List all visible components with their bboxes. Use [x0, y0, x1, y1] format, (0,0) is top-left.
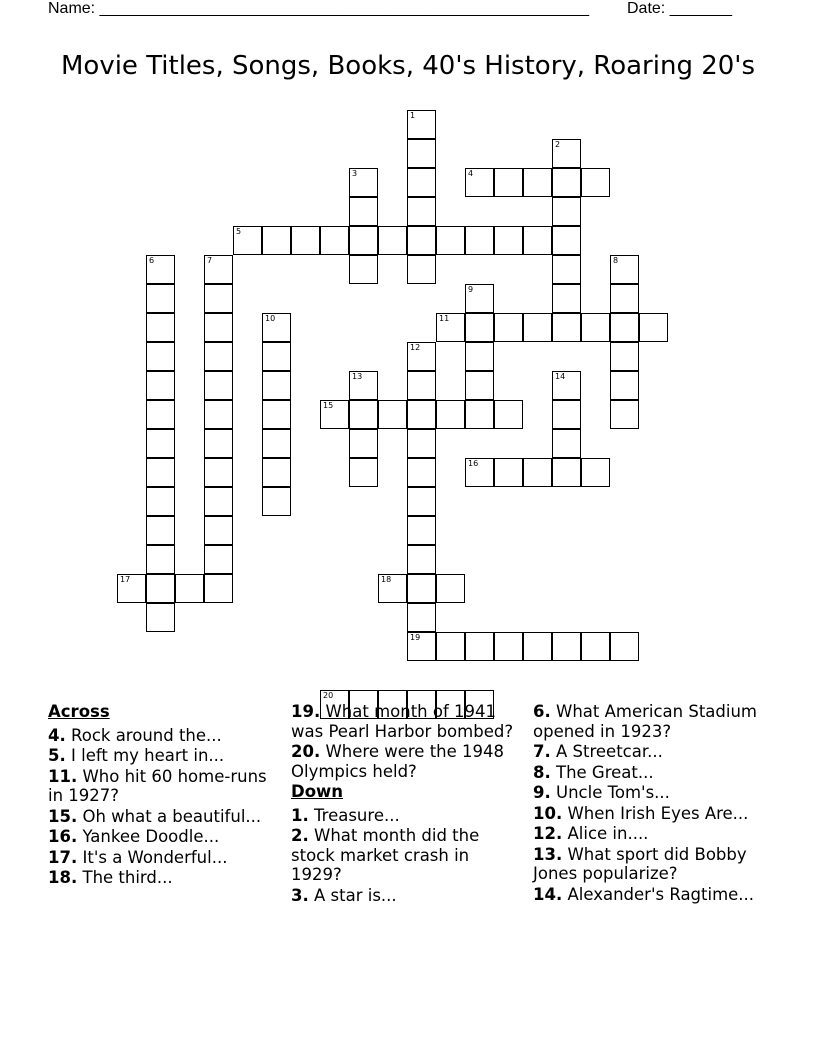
clue-number-label: 4. — [48, 725, 66, 745]
grid-cell[interactable] — [320, 226, 349, 255]
date-line[interactable]: Date: _______ — [627, 0, 732, 17]
grid-cell[interactable] — [494, 632, 523, 661]
across-clue — [48, 827, 280, 847]
grid-cell[interactable] — [436, 632, 465, 661]
clue-number: 4 — [468, 169, 474, 178]
clue-text: A Streetcar... — [556, 742, 663, 761]
grid-cell[interactable] — [175, 574, 204, 603]
clue-number: 20 — [323, 691, 334, 700]
grid-cell[interactable] — [204, 313, 233, 342]
clue-text: What month of 1941 was Pearl Harbor bombed? — [291, 702, 514, 741]
grid-cell[interactable] — [494, 458, 523, 487]
grid-cell[interactable] — [349, 197, 378, 226]
puzzle-title: Movie Titles, Songs, Books, 40's History, Roaring 20's — [60, 51, 755, 81]
grid-cell[interactable] — [349, 255, 378, 284]
grid-cell[interactable] — [146, 545, 175, 574]
grid-cell[interactable] — [610, 255, 639, 284]
grid-cell[interactable] — [349, 400, 378, 429]
grid-cell[interactable] — [204, 400, 233, 429]
down-clue — [533, 742, 773, 762]
grid-cell[interactable] — [146, 487, 175, 516]
down-clue — [291, 806, 523, 826]
clue-text: When Irish Eyes Are... — [567, 803, 749, 823]
grid-cell[interactable] — [436, 574, 465, 603]
clue-text: The Great... — [556, 762, 654, 782]
down-clue — [533, 804, 773, 824]
grid-cell[interactable] — [407, 255, 436, 284]
grid-cell[interactable] — [552, 429, 581, 458]
grid-cell[interactable] — [581, 168, 610, 197]
grid-cell[interactable] — [320, 400, 349, 429]
clue-number: 2 — [555, 140, 561, 149]
grid-cell[interactable] — [552, 371, 581, 400]
grid-cell[interactable] — [146, 516, 175, 545]
clue-text: Oh what a beautiful... — [82, 806, 262, 826]
clue-number-label: 14. — [533, 884, 563, 904]
clue-text: What month did the stock market crash in 1929? — [291, 826, 480, 884]
clue-column-3 — [533, 702, 773, 905]
clue-text: What sport did Bobby Jones popularize? — [533, 844, 747, 883]
grid-cell[interactable] — [262, 371, 291, 400]
clue-text: Alexander's Ragtime... — [567, 884, 755, 904]
grid-cell[interactable] — [146, 400, 175, 429]
grid-cell[interactable] — [465, 284, 494, 313]
grid-cell[interactable] — [349, 371, 378, 400]
grid-cell[interactable] — [523, 226, 552, 255]
grid-cell[interactable] — [146, 371, 175, 400]
clue-number: 15 — [323, 401, 334, 410]
clue-number: 13 — [352, 372, 363, 381]
grid-cell[interactable] — [494, 313, 523, 342]
grid-cell[interactable] — [291, 226, 320, 255]
grid-cell[interactable] — [494, 400, 523, 429]
grid-cell[interactable] — [436, 313, 465, 342]
grid-cell[interactable] — [204, 429, 233, 458]
grid-cell[interactable] — [378, 574, 407, 603]
clue-number-label: 12. — [533, 824, 563, 843]
grid-cell[interactable] — [552, 313, 581, 342]
grid-cell[interactable] — [465, 342, 494, 371]
grid-cell[interactable] — [407, 487, 436, 516]
grid-cell[interactable] — [610, 313, 639, 342]
clue-number: 8 — [613, 256, 619, 265]
clue-number-label: 9. — [533, 783, 551, 802]
clue-number: 7 — [207, 256, 213, 265]
grid-cell[interactable] — [494, 168, 523, 197]
grid-cell[interactable] — [581, 313, 610, 342]
grid-cell[interactable] — [233, 226, 262, 255]
grid-cell[interactable] — [117, 574, 146, 603]
grid-cell[interactable] — [465, 226, 494, 255]
grid-cell[interactable] — [146, 313, 175, 342]
grid-cell[interactable] — [407, 603, 436, 632]
grid-cell[interactable] — [146, 342, 175, 371]
grid-cell[interactable] — [407, 168, 436, 197]
clue-number-label: 13. — [533, 844, 563, 864]
grid-cell[interactable] — [407, 371, 436, 400]
clue-text: Rock around the... — [71, 725, 222, 745]
grid-cell[interactable] — [262, 458, 291, 487]
grid-cell[interactable] — [407, 516, 436, 545]
clue-number-label: 10. — [533, 803, 563, 823]
clue-number-label: 3. — [291, 885, 309, 905]
grid-cell[interactable] — [262, 226, 291, 255]
clue-text: Who hit 60 home-runs in 1927? — [48, 766, 267, 805]
grid-cell[interactable] — [146, 429, 175, 458]
grid-cell[interactable] — [523, 458, 552, 487]
grid-cell[interactable] — [610, 342, 639, 371]
clue-number-label: 20. — [291, 742, 321, 761]
across-clue — [291, 702, 523, 741]
grid-cell[interactable] — [465, 313, 494, 342]
grid-cell[interactable] — [349, 458, 378, 487]
grid-cell[interactable] — [349, 226, 378, 255]
grid-cell[interactable] — [407, 400, 436, 429]
grid-cell[interactable] — [262, 342, 291, 371]
grid-cell[interactable] — [204, 284, 233, 313]
grid-cell[interactable] — [204, 458, 233, 487]
grid-cell[interactable] — [610, 400, 639, 429]
across-clue — [48, 726, 280, 746]
grid-cell[interactable] — [407, 139, 436, 168]
clue-number: 14 — [555, 372, 566, 381]
clue-number-label: 11. — [48, 766, 78, 786]
clue-number: 5 — [236, 227, 242, 236]
down-clue — [291, 886, 523, 906]
name-line[interactable]: Name: _______________________________________________________ — [48, 0, 589, 17]
clue-number: 17 — [120, 575, 131, 584]
clue-text: The third... — [82, 868, 173, 887]
grid-cell[interactable] — [465, 458, 494, 487]
clue-number: 1 — [410, 111, 416, 120]
across-clue — [48, 767, 280, 806]
clue-number: 10 — [265, 314, 276, 323]
down-clue — [533, 763, 773, 783]
clue-number-label: 17. — [48, 847, 78, 867]
down-clue — [533, 845, 773, 884]
grid-cell[interactable] — [552, 197, 581, 226]
grid-cell[interactable] — [465, 632, 494, 661]
grid-cell[interactable] — [204, 487, 233, 516]
clue-number-label: 8. — [533, 762, 551, 782]
clue-number-label: 18. — [48, 868, 78, 887]
clue-number: 12 — [410, 343, 421, 352]
grid-cell[interactable] — [523, 313, 552, 342]
grid-cell[interactable] — [581, 632, 610, 661]
clue-number: 9 — [468, 285, 474, 294]
clue-number-label: 2. — [291, 826, 309, 845]
grid-cell[interactable] — [552, 255, 581, 284]
clue-number: 6 — [149, 256, 155, 265]
clue-number-label: 16. — [48, 827, 78, 846]
grid-cell[interactable] — [407, 197, 436, 226]
grid-cell[interactable] — [552, 139, 581, 168]
grid-cell[interactable] — [552, 226, 581, 255]
clue-text: What American Stadium opened in 1923? — [533, 702, 758, 741]
clue-column-1 — [48, 702, 280, 889]
grid-cell[interactable] — [407, 458, 436, 487]
across-clue — [48, 848, 280, 868]
clue-text: Yankee Doodle... — [82, 827, 220, 846]
grid-cell[interactable] — [146, 284, 175, 313]
clue-number: 16 — [468, 459, 479, 468]
across-clue — [291, 742, 523, 781]
grid-cell[interactable] — [349, 168, 378, 197]
down-clue — [291, 826, 523, 885]
grid-cell[interactable] — [639, 313, 668, 342]
grid-cell[interactable] — [523, 168, 552, 197]
grid-cell[interactable] — [407, 342, 436, 371]
grid-cell[interactable] — [552, 168, 581, 197]
clue-text: It's a Wonderful... — [82, 847, 228, 867]
grid-cell[interactable] — [610, 284, 639, 313]
grid-cell[interactable] — [552, 284, 581, 313]
clue-text: I left my heart in... — [71, 746, 225, 765]
down-clue — [533, 885, 773, 905]
grid-cell[interactable] — [407, 110, 436, 139]
grid-cell[interactable] — [349, 429, 378, 458]
clue-text: Treasure... — [314, 805, 400, 825]
grid-cell[interactable] — [465, 371, 494, 400]
grid-cell[interactable] — [407, 632, 436, 661]
grid-cell[interactable] — [146, 458, 175, 487]
grid-cell[interactable] — [465, 400, 494, 429]
grid-cell[interactable] — [523, 632, 552, 661]
grid-cell[interactable] — [552, 400, 581, 429]
grid-cell[interactable] — [407, 429, 436, 458]
clue-number-label: 5. — [48, 746, 66, 765]
grid-cell[interactable] — [581, 458, 610, 487]
grid-cell[interactable] — [610, 632, 639, 661]
clue-text: Where were the 1948 Olympics held? — [291, 742, 505, 781]
clue-number-label: 19. — [291, 702, 321, 721]
down-clue — [533, 824, 773, 844]
down-clue — [533, 702, 773, 741]
grid-cell[interactable] — [378, 226, 407, 255]
grid-cell[interactable] — [436, 400, 465, 429]
clue-number-label: 1. — [291, 805, 309, 825]
clue-number-label: 7. — [533, 742, 551, 761]
grid-cell[interactable] — [407, 226, 436, 255]
grid-cell[interactable] — [204, 545, 233, 574]
clue-text: A star is... — [314, 885, 397, 905]
clue-text: Uncle Tom's... — [556, 783, 670, 802]
across-clue — [48, 807, 280, 827]
clue-number-label: 15. — [48, 806, 78, 826]
grid-cell[interactable] — [465, 168, 494, 197]
grid-cell[interactable] — [146, 255, 175, 284]
down-clue — [533, 783, 773, 803]
clue-column-2 — [291, 702, 523, 906]
section-heading: Across — [48, 702, 110, 721]
across-clue — [48, 746, 280, 766]
grid-cell[interactable] — [204, 516, 233, 545]
grid-cell[interactable] — [552, 632, 581, 661]
grid-cell[interactable] — [378, 400, 407, 429]
across-clue — [48, 868, 280, 888]
grid-cell[interactable] — [262, 487, 291, 516]
clue-number: 19 — [410, 633, 421, 642]
grid-cell[interactable] — [407, 545, 436, 574]
clue-number: 18 — [381, 575, 392, 584]
clue-text: Alice in.... — [567, 824, 649, 843]
clue-number: 11 — [439, 314, 450, 323]
clue-number: 3 — [352, 169, 358, 178]
grid-cell[interactable] — [610, 371, 639, 400]
grid-cell[interactable] — [436, 226, 465, 255]
grid-cell[interactable] — [262, 313, 291, 342]
grid-cell[interactable] — [407, 574, 436, 603]
grid-cell[interactable] — [262, 400, 291, 429]
grid-cell[interactable] — [204, 342, 233, 371]
grid-cell[interactable] — [204, 574, 233, 603]
grid-cell[interactable] — [552, 458, 581, 487]
grid-cell[interactable] — [204, 371, 233, 400]
section-heading: Down — [291, 782, 344, 801]
grid-cell[interactable] — [146, 574, 175, 603]
clue-number-label: 6. — [533, 702, 551, 721]
grid-cell[interactable] — [204, 255, 233, 284]
grid-cell[interactable] — [262, 429, 291, 458]
grid-cell[interactable] — [146, 603, 175, 632]
grid-cell[interactable] — [494, 226, 523, 255]
